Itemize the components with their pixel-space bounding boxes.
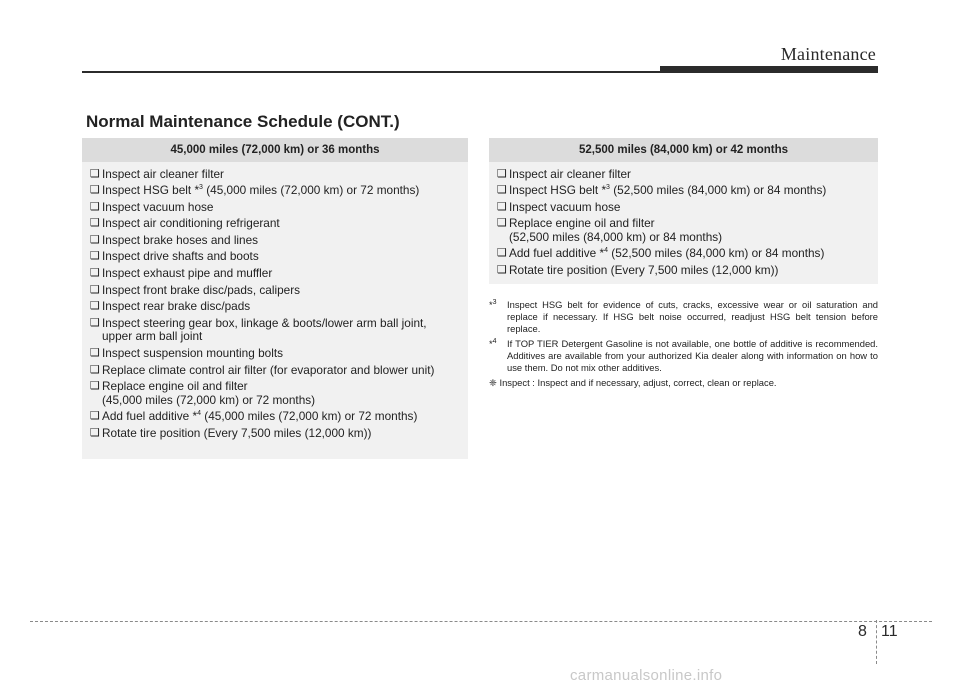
checkbox-icon: ❑ [497,184,507,197]
checklist [82,162,468,446]
footnote-number: 4 [492,337,497,345]
checklist-item-text: Inspect steering gear box, linkage & boots/lower arm ball joint, upper arm ball joint [102,317,468,344]
section-title: Maintenance [780,44,876,64]
checklist-item [90,379,468,409]
checklist-item [90,183,468,200]
checklist-item [90,315,468,345]
checklist-item [90,249,468,266]
footnote-ref: 4 [604,247,609,255]
footnote [489,299,878,335]
checklist-item [497,216,878,246]
checklist-item [90,409,468,426]
page-title: Normal Maintenance Schedule (CONT.) [86,112,400,131]
footnote-number: 3 [492,298,497,306]
checklist-item [90,216,468,233]
watermark: carmanualsonline.info [570,667,723,684]
checkbox-icon: ❑ [90,267,100,280]
checkbox-icon: ❑ [90,300,100,313]
checkbox-icon: ❑ [90,184,100,197]
checkbox-icon: ❑ [497,264,507,277]
checkbox-icon: ❑ [90,233,100,246]
checklist-item-text: Inspect exhaust pipe and muffler [102,266,273,281]
footnote-ref: 4 [197,410,202,418]
checkbox-icon: ❑ [497,247,507,260]
checklist-item-text: Inspect air conditioning refrigerant [102,216,280,231]
checklist-item-text: Add fuel additive *$^4$ (45,000 miles (72,000 km) or 72 months) [102,409,418,424]
checkbox-icon: ❑ [90,363,100,376]
checklist-item [497,263,878,280]
checkbox-icon: ❑ [90,380,100,393]
checklist-item-text: Inspect suspension mounting bolts [102,346,283,361]
checklist-item-text: Replace climate control air filter (for evaporator and blower unit) [102,362,435,377]
checklist-item-text: Add fuel additive *$^4$ (52,500 miles (84,000 km) or 84 months) [509,246,825,261]
chapter-number: 8 [858,623,867,640]
checklist-item-subtext: upper arm ball joint [102,329,203,344]
checkbox-icon: ❑ [90,283,100,296]
checklist-item-text: Inspect HSG belt *$^3$ (52,500 miles (84,000 km) or 84 months) [509,183,827,198]
footnote-ref: 3 [606,184,610,192]
checklist-item [90,346,468,363]
footnote-text: If TOP TIER Detergent Gasoline is not available, one bottle of additive is recommended. Additives are available from your authorized Kia dealer along with information on how to use them. Do not mix other additives. [507,338,878,373]
checklist-item-text: Inspect HSG belt *$^3$ (45,000 miles (72,000 km) or 72 months) [102,183,420,198]
checklist-item [90,299,468,316]
page-number: 11 [881,623,898,640]
checkbox-icon: ❑ [90,250,100,263]
checklist-item [90,266,468,283]
checkbox-icon: ❑ [90,410,100,423]
footnotes [489,299,878,389]
panel-heading: 52,500 miles (84,000 km) or 42 months [489,138,878,162]
checkbox-icon: ❑ [90,427,100,439]
checklist-item-text: Inspect air cleaner filter [102,166,224,181]
checkbox-icon: ❑ [90,167,100,180]
checkbox-icon: ❑ [90,217,100,230]
checklist-item-text: Inspect rear brake disc/pads [102,299,251,314]
checkbox-icon: ❑ [497,217,507,230]
checklist-item [90,426,468,443]
checklist-item [90,199,468,216]
header-rule-thick [660,66,878,73]
checkbox-icon: ❑ [90,316,100,329]
checklist-item [90,166,468,183]
footnote-list [489,299,878,374]
checklist-item-text: Replace engine oil and filter (45,000 miles (72,000 km) or 72 months) [102,380,468,407]
checklist-item [497,183,878,200]
schedule-panel-45000 [82,138,468,459]
checklist-item-subtext: (52,500 miles (84,000 km) or 84 months) [509,229,723,244]
header-rule-thin [82,71,662,73]
checkbox-icon: ❑ [90,347,100,360]
checklist-item [497,199,878,216]
footnote-text: Inspect HSG belt for evidence of cuts, cracks, excessive wear or oil saturation and replace if necessary. If HSG belt noise occurred, readjust HSG belt tension before replace. [507,299,878,334]
checklist-item-text: Replace engine oil and filter (52,500 miles (84,000 km) or 84 months) [509,217,878,244]
checklist-item [497,246,878,263]
footer-rule [30,621,932,622]
checklist-item-text: Inspect front brake disc/pads, calipers [102,282,301,297]
checklist-item [90,362,468,379]
checklist-item [497,166,878,183]
schedule-panel-52500 [489,138,878,284]
footnote-mark: *$^3$ [489,298,497,310]
checklist-item-text: Inspect drive shafts and boots [102,249,259,264]
footer-divider [876,620,877,664]
checklist-item-subtext: (45,000 miles (72,000 km) or 72 months) [102,392,316,407]
checklist-item-text: Rotate tire position (Every 7,500 miles (12,000 km)) [102,426,372,440]
inspect-note: ❈ Inspect : Inspect and if necessary, adjust, correct, clean or replace. [489,377,777,388]
checklist-item-text: Inspect air cleaner filter [509,166,631,181]
footnote-mark: *$^4$ [489,337,497,349]
checkbox-icon: ❑ [90,200,100,213]
panel-heading: 45,000 miles (72,000 km) or 36 months [82,138,468,162]
checklist-item [90,232,468,249]
checklist-item [90,282,468,299]
footnote [489,338,878,374]
checklist-item-text: Rotate tire position (Every 7,500 miles (12,000 km)) [509,263,779,278]
checklist-item-text: Inspect vacuum hose [102,199,214,214]
checklist-item-text: Inspect brake hoses and lines [102,232,259,247]
checklist [489,162,878,283]
checkbox-icon: ❑ [497,167,507,180]
checklist-item-text: Inspect vacuum hose [509,199,621,214]
footnote-ref: 3 [199,184,203,192]
checkbox-icon: ❑ [497,200,507,213]
